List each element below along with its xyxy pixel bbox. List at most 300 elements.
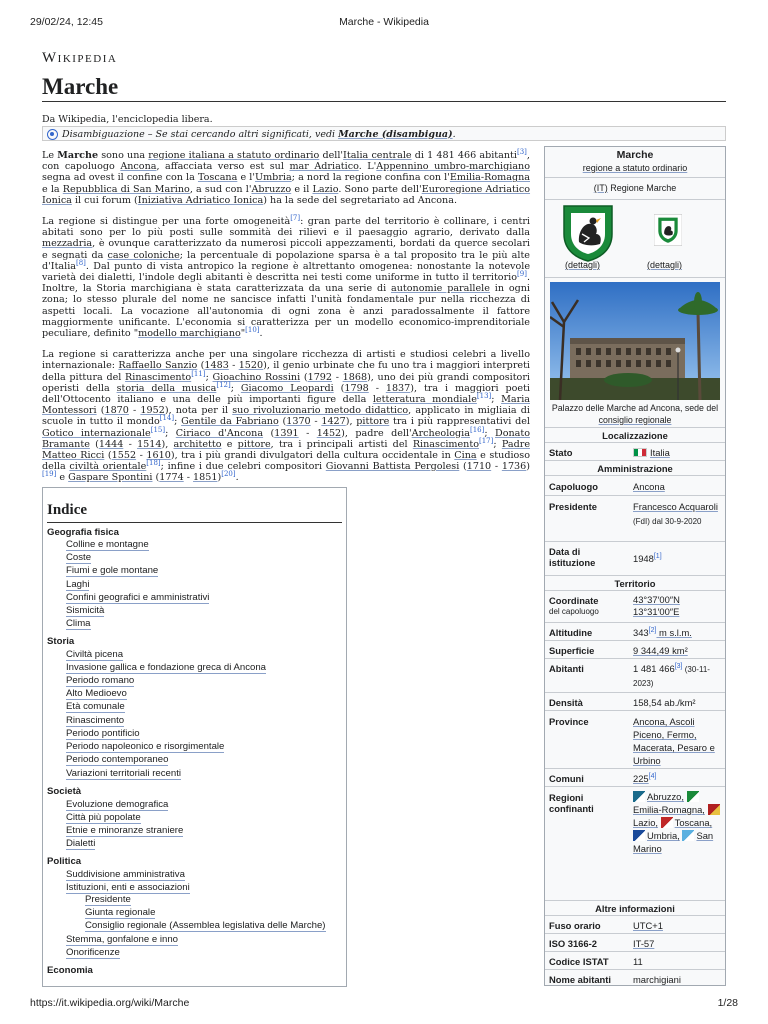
- ref-link[interactable]: [10]: [245, 325, 260, 334]
- text: : gran parte del territorio è collinare, i centri abitati sono per lo più posti sulle sommità dei rilievi e il paesaggio agrario, derivato dalla: [42, 216, 530, 239]
- toc-item[interactable]: Città più popolate: [66, 812, 141, 823]
- toc-item[interactable]: Coste: [66, 552, 92, 563]
- print-page-number: 1/28: [717, 997, 738, 1009]
- label-stato: Stato: [549, 447, 573, 458]
- link[interactable]: 1391: [274, 427, 299, 439]
- link[interactable]: Lazio: [312, 183, 339, 195]
- table-of-contents: [42, 487, 347, 987]
- value-istituzione: [633, 552, 723, 565]
- coat-of-arms-details-link[interactable]: (dettagli): [565, 260, 601, 270]
- row-densita: [545, 692, 725, 710]
- region-flag-icon: [633, 830, 645, 841]
- page-title: Marche: [42, 74, 119, 99]
- ref-link[interactable]: [13]: [476, 391, 492, 400]
- text: ): [217, 472, 222, 484]
- link[interactable]: Umbria: [255, 172, 292, 184]
- label-confinanti: Regioni confinanti: [549, 792, 594, 814]
- bordering-region-link[interactable]: Emilia-Romagna,: [633, 804, 705, 815]
- link[interactable]: Gotico internazionale: [42, 427, 151, 439]
- link[interactable]: architetto: [173, 438, 222, 450]
- text: sono una: [98, 150, 149, 161]
- text: , a sud con l': [189, 183, 252, 195]
- toc-item[interactable]: Periodo contemporaneo: [66, 754, 169, 765]
- link[interactable]: Cina: [454, 450, 477, 462]
- label-istat: Codice ISTAT: [549, 956, 609, 967]
- infobox-subtitle[interactable]: regione a statuto ordinario: [582, 163, 688, 173]
- toc-item[interactable]: Età comunale: [66, 701, 125, 712]
- link[interactable]: Toscana: [197, 172, 238, 184]
- link[interactable]: pittore: [356, 416, 390, 428]
- section-altre-informazioni: Altre informazioni: [545, 900, 725, 915]
- photo-caption-link[interactable]: consiglio regionale: [598, 415, 672, 425]
- presidente-party: (FdI): [633, 517, 650, 526]
- link[interactable]: Appennino umbro-marchigiano: [376, 161, 531, 173]
- coord-label: Coordinate: [549, 595, 599, 606]
- value-fuso[interactable]: UTC+1: [633, 920, 663, 931]
- bordering-region: [633, 791, 684, 802]
- row-presidente: [545, 495, 725, 541]
- text: e il: [291, 183, 313, 195]
- stato-link[interactable]: Italia: [650, 447, 670, 458]
- region-flag-icon: [654, 214, 682, 246]
- link[interactable]: Rinascimento: [125, 371, 192, 383]
- link[interactable]: suo rivoluzionario metodo didattico: [232, 405, 409, 417]
- link[interactable]: 1444: [98, 438, 124, 450]
- link[interactable]: Maria Montessori: [42, 394, 530, 417]
- text: tra i più rappresentativi del: [389, 416, 530, 428]
- toc-item[interactable]: Stemma, gonfalone e inno: [66, 934, 179, 945]
- text: ;: [491, 394, 502, 406]
- region-flag-icon: [708, 804, 720, 815]
- value-altitudine: [633, 626, 723, 639]
- value-superficie[interactable]: 9 344,49 km²: [633, 645, 688, 656]
- link[interactable]: 1792: [307, 371, 333, 383]
- text: ), nota per il: [164, 405, 233, 417]
- row-nome-abitanti: [545, 969, 725, 986]
- text: ) ha la sede del segretariato ad Ancona.: [263, 194, 458, 206]
- row-abitanti: [545, 658, 725, 692]
- link[interactable]: autonomie parallele: [391, 283, 490, 295]
- label-presidente: Presidente: [549, 501, 597, 512]
- link[interactable]: Padre Matteo Ricci: [42, 438, 530, 462]
- text: ; la percentuale di popolazione sparsa è a tal proposito tra le più alte d'Italia: [42, 249, 530, 272]
- section-territorio: Territorio: [545, 575, 725, 590]
- infobox-photo-block: [545, 277, 725, 427]
- toc-item[interactable]: Economia: [47, 965, 93, 976]
- text: e studioso della: [42, 450, 531, 473]
- coat-of-arms-icon: [562, 204, 614, 262]
- toc-item[interactable]: Presidente: [85, 894, 131, 905]
- infobox-local-name: [545, 177, 725, 199]
- link[interactable]: 1610: [146, 450, 171, 462]
- link[interactable]: mezzadria: [42, 238, 93, 250]
- value-istat: 11: [633, 956, 643, 967]
- text: ;: [174, 416, 182, 428]
- wikipedia-wordmark[interactable]: Wikipedia: [42, 50, 118, 66]
- photo-caption: [547, 402, 723, 426]
- row-istat: [545, 951, 725, 969]
- label-abitanti: Abitanti: [549, 663, 584, 674]
- text: e l': [237, 172, 255, 184]
- link[interactable]: pittore: [237, 438, 271, 450]
- ref-link[interactable]: [16]: [469, 425, 485, 434]
- istituzione-year: 1948: [633, 553, 654, 564]
- section-amministrazione: Amministrazione: [545, 460, 725, 475]
- value-province[interactable]: Ancona, Ascoli Piceno, Fermo, Macerata, Pesaro e Urbino: [633, 716, 715, 766]
- row-capoluogo: [545, 475, 725, 495]
- text: . Inoltre, la Storia marchigiana è stata caratterizzata da una serie di: [42, 272, 530, 295]
- disambiguation-icon: [47, 129, 58, 140]
- row-fuso: [545, 915, 725, 933]
- link[interactable]: Rinascimento: [412, 438, 479, 450]
- value-confinanti: [633, 790, 723, 855]
- label-iso: ISO 3166-2: [549, 938, 597, 949]
- link[interactable]: 1851: [193, 472, 218, 484]
- link[interactable]: 1427: [321, 416, 346, 428]
- link[interactable]: Iniziativa Adriatico Ionica: [137, 194, 264, 206]
- section-localizzazione: Localizzazione: [545, 427, 725, 442]
- text: (: [197, 360, 205, 372]
- text: La regione si distingue per una forte omogeneità: [42, 216, 291, 228]
- toc-item[interactable]: Alto Medioevo: [66, 688, 127, 699]
- text: , è ovunque caratterizzato da numerosi piccoli appezzamenti, bordati da querce secolari e segnati da: [42, 238, 530, 261]
- toc-item[interactable]: Periodo napoleonico e risorgimentale: [66, 741, 225, 752]
- disambig-suffix: .: [452, 128, 456, 140]
- ref-link[interactable]: [19]: [42, 470, 57, 479]
- value-iso[interactable]: IT-57: [633, 938, 655, 949]
- link[interactable]: Gentile da Fabriano: [181, 416, 279, 428]
- link[interactable]: storia della musica: [116, 382, 217, 394]
- toc-item[interactable]: Geografia fisica: [47, 527, 119, 538]
- ref-link[interactable]: [18]: [146, 459, 161, 468]
- label-densita: Densità: [549, 697, 583, 708]
- link[interactable]: Repubblica di San Marino: [62, 183, 190, 195]
- link[interactable]: Ciriaco d'Ancona: [175, 427, 264, 439]
- text: (: [333, 382, 345, 394]
- ref-link[interactable]: [2]: [648, 626, 657, 634]
- longitude[interactable]: 13°31′00″E: [633, 606, 680, 617]
- toc-item[interactable]: Variazioni territoriali recenti: [66, 768, 181, 779]
- bold-term: Marche: [57, 150, 99, 161]
- comuni-link[interactable]: 225: [633, 773, 649, 784]
- coord-sublabel: del capoluogo: [549, 607, 599, 616]
- text: ;: [205, 371, 213, 383]
- text: ;: [165, 427, 176, 439]
- text: e: [221, 438, 238, 450]
- row-coordinate: [545, 590, 725, 622]
- link[interactable]: Abruzzo: [251, 183, 292, 195]
- label-superficie: Superficie: [549, 645, 595, 656]
- text: . L': [358, 161, 377, 173]
- text: . Sono parte dell': [338, 183, 422, 195]
- bordering-region: [661, 817, 713, 828]
- text: ),: [161, 438, 174, 450]
- text: (: [96, 405, 105, 417]
- text: di 1 481 466 abitanti: [411, 150, 517, 161]
- link[interactable]: 1837: [385, 382, 411, 394]
- value-nome-abitanti: marchigiani: [633, 974, 681, 985]
- infobox-emblems: [545, 199, 725, 277]
- abitanti-number: 1 481 466: [633, 663, 675, 674]
- local-name: Regione Marche: [610, 183, 677, 193]
- region-flag-icon: [682, 830, 694, 841]
- ref-link[interactable]: [7]: [290, 213, 301, 222]
- region-flag-icon: [687, 791, 699, 802]
- row-province: [545, 710, 725, 768]
- ref-link[interactable]: [4]: [648, 772, 657, 780]
- text: (: [89, 438, 99, 450]
- paragraph-intro: [42, 147, 531, 206]
- text: ;: [493, 438, 502, 450]
- link[interactable]: Giacomo Leopardi: [240, 382, 334, 394]
- link[interactable]: modello marchigiano: [138, 328, 241, 340]
- link[interactable]: 1868: [342, 371, 368, 383]
- toc-item[interactable]: Evoluzione demografica: [66, 799, 169, 810]
- text: ), tra i più grandi divulgatori della cultura occidentale in: [170, 450, 455, 462]
- title-divider: [42, 101, 726, 102]
- text: -: [332, 371, 343, 383]
- link[interactable]: regione italiana a statuto ordinario: [148, 150, 320, 161]
- toc-item[interactable]: Periodo romano: [66, 675, 135, 686]
- text: -: [298, 427, 317, 439]
- region-flag-icon: [661, 817, 673, 828]
- link[interactable]: 1520: [238, 360, 264, 372]
- link[interactable]: 1952: [140, 405, 165, 417]
- text: -: [183, 472, 194, 484]
- text: Le: [42, 150, 58, 161]
- paragraph-territory: [42, 213, 530, 340]
- toc-item[interactable]: Confini geografici e amministrativi: [66, 592, 210, 603]
- text: ), il genio urbinate che fu uno tra i maggiori interpreti della pittura del: [42, 360, 531, 383]
- text: in ogni zona; lo stesso plurale del nome ne sancisce infatti l'unità fondamentale pur nella ricchezza di aspetti locali. La vocazione all'autonomia di ogni zona è anzi paradossalmente il fattore maggiormente unificante. L'economia si caratterizza per un modello economico-imprenditoriale peculiare, definito ": [42, 283, 530, 340]
- value-coordinate[interactable]: [633, 594, 723, 618]
- row-altitudine: [545, 622, 725, 640]
- toc-item[interactable]: Società: [47, 786, 82, 797]
- disambig-link[interactable]: Marche (disambigua): [338, 128, 453, 140]
- toc-item[interactable]: Dialetti: [66, 838, 96, 849]
- link[interactable]: 1370: [286, 416, 311, 428]
- disambig-prefix: Disambiguazione: [62, 128, 145, 140]
- text: ;: [484, 427, 495, 439]
- text: ;: [230, 382, 241, 394]
- text: (: [104, 450, 112, 462]
- value-densita: 158,54 ab./km²: [633, 697, 696, 708]
- toc-item[interactable]: Suddivisione amministrativa: [66, 869, 185, 880]
- text: -: [136, 450, 147, 462]
- link[interactable]: 1870: [104, 405, 129, 417]
- label-istituzione: Data di istituzione: [549, 546, 596, 568]
- toc-item[interactable]: Civiltà picena: [66, 649, 124, 660]
- row-iso: [545, 933, 725, 951]
- toc-item[interactable]: Politica: [47, 856, 82, 867]
- label-nome-abitanti: Nome abitanti: [549, 974, 611, 985]
- link[interactable]: 1514: [137, 438, 162, 450]
- bordering-region-link[interactable]: Lazio,: [633, 817, 659, 828]
- toc-item[interactable]: Fiumi e gole montane: [66, 565, 159, 576]
- palazzo-photo[interactable]: [550, 282, 720, 400]
- text: (: [263, 427, 275, 439]
- presidente-since: dal 30-9-2020: [649, 517, 702, 526]
- row-superficie: [545, 640, 725, 658]
- toc-item[interactable]: Consiglio regionale (Assemblea legislativa delle Marche): [85, 920, 326, 931]
- link[interactable]: 1774: [159, 472, 184, 484]
- link[interactable]: Emilia-Romagna: [449, 172, 530, 184]
- region-flag-icon: [633, 791, 645, 802]
- link[interactable]: Archeologia: [411, 427, 470, 439]
- link[interactable]: Gioachino Rossini: [212, 371, 301, 383]
- infobox: [544, 146, 726, 986]
- presidente-link[interactable]: Francesco Acquaroli: [633, 501, 718, 512]
- link[interactable]: Giovanni Battista Pergolesi: [325, 461, 460, 473]
- value-stato: [633, 446, 723, 459]
- value-comuni: [633, 772, 723, 785]
- ref-link[interactable]: [12]: [216, 380, 231, 389]
- abitanti-date: (30-11-2023): [633, 665, 710, 688]
- text: ), uno dei più grandi compositori operisti della: [42, 371, 530, 394]
- text: , applicato in migliaia di scuole in tutto il mondo: [42, 405, 530, 428]
- print-url: https://it.wikipedia.org/wiki/Marche: [30, 997, 190, 1009]
- photo-caption-text: Palazzo delle Marche ad Ancona, sede del: [551, 403, 719, 413]
- text: (: [278, 416, 287, 428]
- link[interactable]: 1452: [316, 427, 342, 439]
- toc-item[interactable]: Onorificenze: [66, 947, 120, 958]
- value-presidente: [633, 500, 723, 528]
- text: , affacciata verso est sul: [156, 161, 290, 173]
- text: .: [235, 472, 239, 484]
- label-province: Province: [549, 716, 589, 727]
- bordering-region-link[interactable]: Abruzzo,: [647, 791, 684, 802]
- text: -: [128, 405, 141, 417]
- link[interactable]: Donato Bramante: [42, 427, 530, 450]
- altitudine-unit[interactable]: m s.l.m.: [656, 627, 692, 638]
- link[interactable]: case coloniche: [107, 249, 180, 261]
- link[interactable]: letteratura mondiale: [372, 394, 477, 406]
- text: La regione si caratterizza anche per una singolare ricchezza di artisti e studiosi celebri a livello internazionale:: [42, 349, 530, 372]
- latitude[interactable]: 43°37′00″N: [633, 594, 680, 605]
- value-abitanti: [633, 662, 723, 690]
- link[interactable]: Euroregione Adriatico Ionica: [42, 183, 531, 206]
- toc-item[interactable]: Colline e montagne: [66, 539, 149, 550]
- ref-link[interactable]: [11]: [191, 369, 206, 378]
- text: dell': [319, 150, 344, 161]
- text: ; a nord la regione confina con l': [291, 172, 450, 184]
- ref-link[interactable]: [3]: [674, 662, 683, 670]
- row-istituzione: [545, 541, 725, 575]
- link[interactable]: 1798: [344, 382, 369, 394]
- value-capoluogo[interactable]: Ancona: [633, 481, 665, 492]
- text: . Dal punto di vista antropico la regione è altrettanto omogenea: nonostante la notevole varietà dei dialetti, l'indole degli abitanti è descritta nei testi come uniforme in tutto il territorio: [42, 260, 530, 284]
- toc-item[interactable]: Istituzioni, enti e associazioni: [66, 882, 190, 893]
- label-coordinate: [549, 595, 599, 617]
- toc-item[interactable]: Sismicità: [66, 605, 105, 616]
- text: -: [123, 438, 138, 450]
- text: -: [368, 382, 386, 394]
- paragraph-figures: [42, 349, 530, 483]
- label-altitudine: Altitudine: [549, 627, 593, 638]
- link[interactable]: civiltà orientale: [69, 461, 147, 473]
- ref-link[interactable]: [15]: [150, 425, 166, 434]
- link[interactable]: 1483: [204, 360, 229, 372]
- site-sub: Da Wikipedia, l'enciclopedia libera.: [42, 114, 213, 125]
- text: ), tra i maggiori poeti dell'Ottocento italiano e una delle più importanti figure della: [42, 382, 530, 406]
- ref-link[interactable]: [9]: [517, 269, 527, 278]
- text: -: [491, 461, 502, 473]
- ref-link[interactable]: [3]: [516, 147, 527, 156]
- link[interactable]: Italia centrale: [343, 150, 412, 161]
- text: -: [228, 360, 239, 372]
- text: ),: [345, 416, 357, 428]
- disambig-text: – Se stai cercando altri significati, vedi: [144, 128, 339, 140]
- bordering-region: [633, 830, 680, 841]
- ref-link[interactable]: [17]: [478, 436, 494, 445]
- row-stato: [545, 442, 725, 460]
- label-comuni: Comuni: [549, 773, 584, 784]
- print-datetime: 29/02/24, 12:45: [30, 16, 103, 28]
- text: (: [459, 461, 467, 473]
- link[interactable]: 1710: [466, 461, 492, 473]
- toc-item[interactable]: Storia: [47, 636, 75, 647]
- row-comuni: [545, 768, 725, 786]
- flag-details-link[interactable]: (dettagli): [647, 260, 683, 270]
- text: , tra i principali artisti del: [270, 438, 413, 450]
- text: ": [240, 328, 246, 340]
- text: ): [526, 461, 531, 473]
- text: , con capoluogo: [42, 150, 530, 173]
- italy-flag-icon: [633, 448, 647, 457]
- print-title: Marche - Wikipedia: [339, 16, 429, 28]
- link[interactable]: mar Adriatico: [289, 161, 359, 173]
- altitudine-number: 343: [633, 627, 649, 638]
- text: .: [259, 328, 263, 340]
- toc-item[interactable]: Clima: [66, 618, 91, 629]
- ref-link[interactable]: [8]: [76, 258, 86, 267]
- article-body: [42, 147, 531, 494]
- disambiguation-note: [42, 126, 726, 141]
- toc-item[interactable]: Giunta regionale: [85, 907, 156, 918]
- link[interactable]: Gaspare Spontini: [68, 472, 153, 484]
- text: (: [152, 472, 160, 484]
- toc-item[interactable]: Rinascimento: [66, 715, 125, 726]
- text: (: [300, 371, 308, 383]
- link[interactable]: 1736: [501, 461, 527, 473]
- bordering-region-link[interactable]: San Marino: [633, 830, 714, 854]
- ref-link[interactable]: [1]: [653, 552, 662, 560]
- bordering-region-link[interactable]: Umbria,: [647, 830, 680, 841]
- text: -: [310, 416, 322, 428]
- link[interactable]: 1552: [111, 450, 137, 462]
- toc-item[interactable]: Periodo pontificio: [66, 728, 140, 739]
- label-fuso: Fuso orario: [549, 920, 601, 931]
- infobox-title: Marche: [616, 149, 654, 161]
- toc-item[interactable]: Etnie e minoranze straniere: [66, 825, 184, 836]
- ref-link[interactable]: [20]: [221, 470, 236, 479]
- lang-code[interactable]: (IT): [593, 183, 608, 193]
- text: ), padre dell': [341, 427, 412, 439]
- ref-link[interactable]: [14]: [159, 414, 175, 423]
- toc-item[interactable]: Invasione gallica e fondazione greca di Ancona: [66, 662, 267, 673]
- bordering-region-link[interactable]: Toscana,: [674, 817, 713, 828]
- text: segna ad ovest il confine con la: [42, 172, 198, 184]
- link[interactable]: Raffaello Sanzio: [118, 360, 198, 372]
- link[interactable]: Ancona: [120, 161, 157, 173]
- text: e: [56, 472, 69, 484]
- toc-item[interactable]: Laghi: [66, 579, 90, 590]
- toc-title: Indice: [47, 502, 342, 523]
- label-capoluogo: Capoluogo: [549, 481, 598, 492]
- text: il cui forum (: [71, 194, 138, 206]
- row-confinanti: [545, 786, 725, 900]
- text: e la: [42, 183, 63, 195]
